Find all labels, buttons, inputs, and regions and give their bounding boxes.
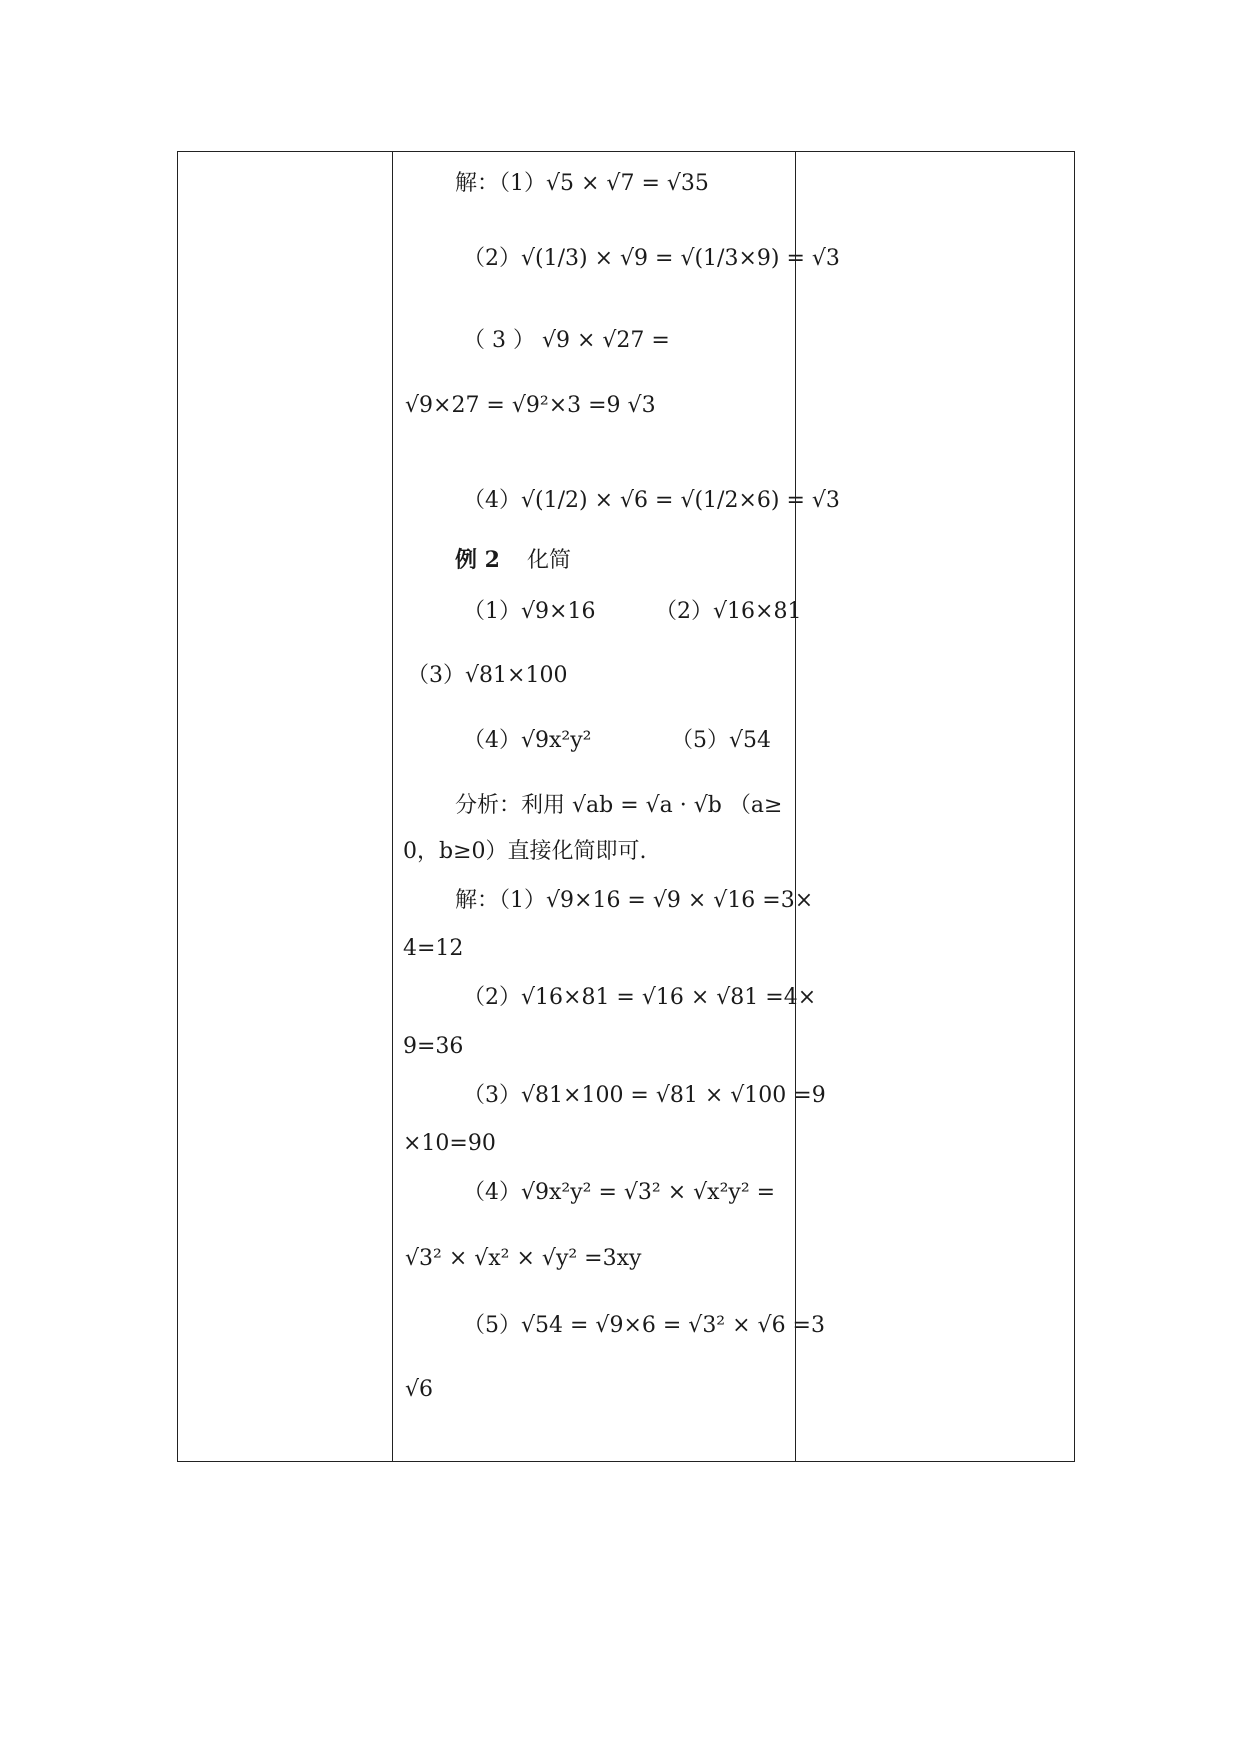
example-label: 例 2 <box>455 547 500 573</box>
solution-line-4: √9×27 = √9²×3 =9 √3 <box>405 393 656 418</box>
solution-line-2: （2）√(1/3) × √9 = √(1/3×9) = √3 <box>463 246 840 271</box>
solution-2-line-4a: （4）√9x²y² = √3² × √x²y² = <box>463 1180 776 1205</box>
solution-line-5: （4）√(1/2) × √6 = √(1/2×6) = √3 <box>463 488 840 513</box>
middle-column-content <box>393 151 840 1462</box>
solution-2-line-3b: ×10=90 <box>403 1131 496 1156</box>
exercise-3: （3）√81×100 <box>407 663 568 688</box>
solution-2-line-1a: 解：（1）√9×16 = √9 × √16 =3× <box>455 888 814 913</box>
solution-line-1: 解：（1）√5 × √7 = √35 <box>455 171 709 196</box>
example-title: 化简 <box>526 548 571 573</box>
analysis-line-1: 分析：利用 √ab = √a · √b （a≥ <box>455 793 783 818</box>
solution-2-line-4b: √3² × √x² × √y² =3xy <box>405 1246 642 1271</box>
column-divider-right <box>795 152 796 1461</box>
exercise-2: （2）√16×81 <box>655 599 802 624</box>
exercise-4: （4）√9x²y² <box>463 728 592 753</box>
example-2-heading <box>455 545 571 576</box>
exercise-5: （5）√54 <box>671 728 772 753</box>
solution-2-line-5a: （5）√54 = √9×6 = √3² × √6 =3 <box>463 1313 825 1338</box>
solution-2-line-1b: 4=12 <box>403 936 464 961</box>
solution-line-3: （ 3 ） √9 × √27 = <box>463 328 670 353</box>
solution-2-line-2b: 9=36 <box>403 1034 464 1059</box>
solution-2-line-5b: √6 <box>405 1377 434 1402</box>
analysis-line-2: 0，b≥0）直接化简即可. <box>403 839 647 864</box>
exercise-1: （1）√9×16 <box>463 599 596 624</box>
solution-2-line-3a: （3）√81×100 = √81 × √100 =9 <box>463 1083 826 1108</box>
solution-2-line-2a: （2）√16×81 = √16 × √81 =4× <box>463 985 817 1010</box>
